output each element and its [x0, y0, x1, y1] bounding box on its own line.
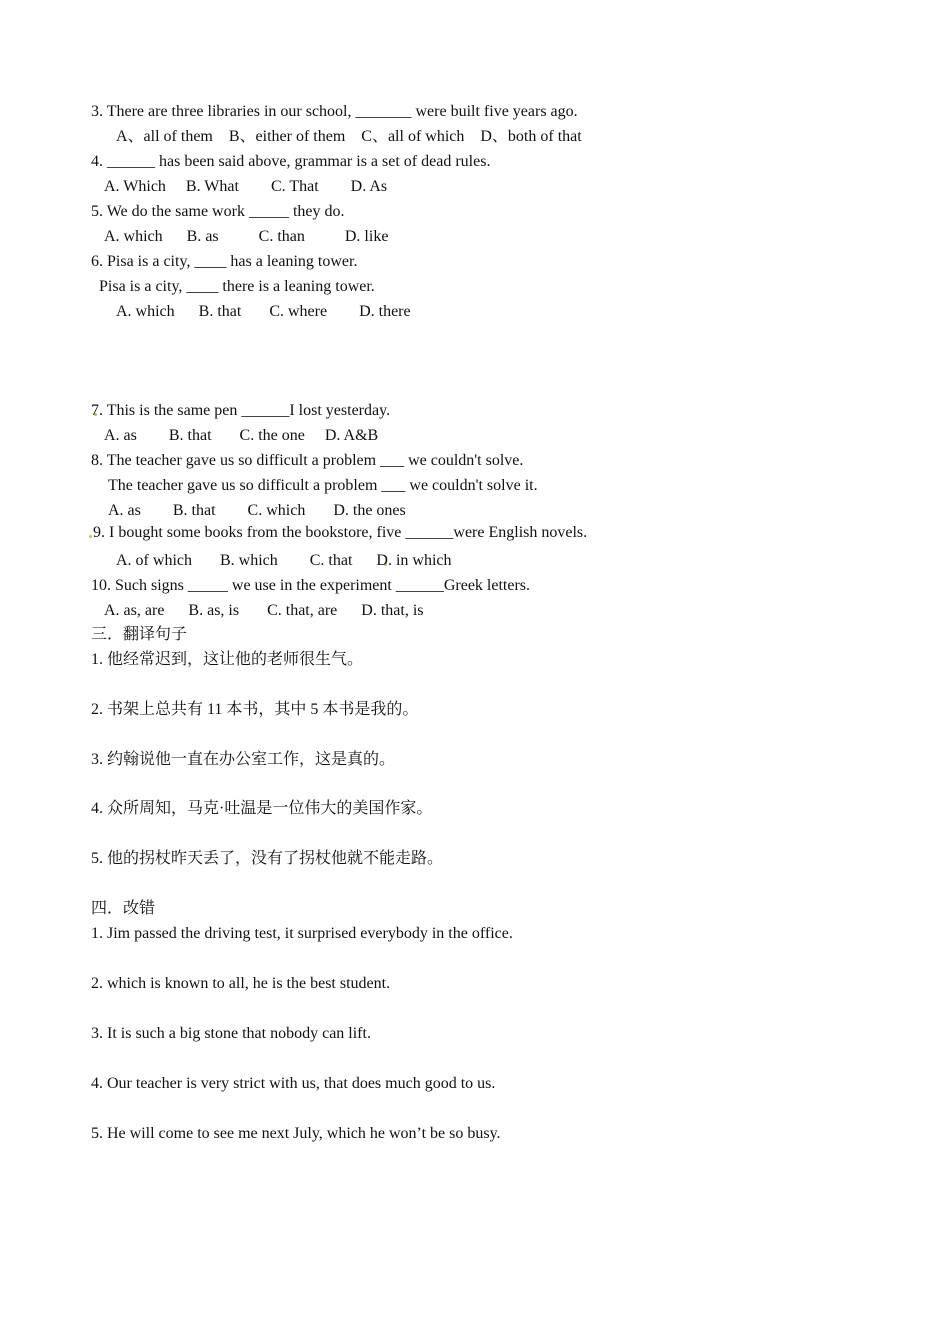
question-10-stem: 10. Such signs _____ we use in the experiment ______Greek letters.	[91, 577, 531, 594]
question-6-options: A. which B. that C. where D. there	[116, 303, 411, 320]
translate-item: 1. 他经常迟到，这让他的老师很生气。	[91, 651, 364, 668]
correct-item: 4. Our teacher is very strict with us, that does much good to us.	[91, 1075, 496, 1092]
question-3-stem: 3. There are three libraries in our school, _______ were built five years ago.	[91, 103, 578, 120]
translate-item: 3. 约翰说他一直在办公室工作，这是真的。	[91, 751, 396, 768]
question-10-options: A. as, are B. as, is C. that, are D. that, is	[104, 602, 424, 619]
question-5-stem: 5. We do the same work _____ they do.	[91, 203, 345, 220]
question-7-options: A. as B. that C. the one D. A&B	[104, 427, 379, 444]
mark-dot	[89, 535, 92, 538]
question-5-options: A. which B. as C. than D. like	[104, 228, 389, 245]
question-9-options: A. of which B. which C. that D. in which	[116, 552, 452, 569]
correct-item: 5. He will come to see me next July, which he won’t be so busy.	[91, 1125, 501, 1142]
question-3-options: A、all of them B、either of them C、all of which D、both of that	[116, 128, 582, 145]
translate-item: 4. 众所周知，马克·吐温是一位伟大的美国作家。	[91, 800, 433, 817]
question-6-stem-alt: Pisa is a city, ____ there is a leaning tower.	[99, 278, 375, 295]
correct-item: 1. Jim passed the driving test, it surprised everybody in the office.	[91, 925, 513, 942]
section-correct-heading: 四．改错	[91, 900, 156, 917]
translate-item: 2. 书架上总共有 11 本书，其中 5 本书是我的。	[91, 701, 419, 718]
question-8-options: A. as B. that C. which D. the ones	[108, 502, 406, 519]
question-4-stem: 4. ______ has been said above, grammar is a set of dead rules.	[91, 153, 491, 170]
correct-item: 2. which is known to all, he is the best student.	[91, 975, 391, 992]
correct-item: 3. It is such a big stone that nobody can lift.	[91, 1025, 371, 1042]
translate-item: 5. 他的拐杖昨天丢了，没有了拐杖他就不能走路。	[91, 850, 444, 867]
section-translate-heading: 三．翻译句子	[91, 626, 188, 643]
question-8-stem-alt: The teacher gave us so difficult a problem ___ we couldn't solve it.	[108, 477, 538, 494]
question-4-options: A. Which B. What C. That D. As	[104, 178, 388, 195]
question-7-stem: 7. This is the same pen ______I lost yesterday.	[91, 402, 391, 419]
question-6-stem: 6. Pisa is a city, ____ has a leaning tower.	[91, 253, 358, 270]
question-9-stem: 9. I bought some books from the bookstore, five ______were English novels.	[93, 524, 588, 541]
question-8-stem: 8. The teacher gave us so difficult a problem ___ we couldn't solve.	[91, 452, 524, 469]
